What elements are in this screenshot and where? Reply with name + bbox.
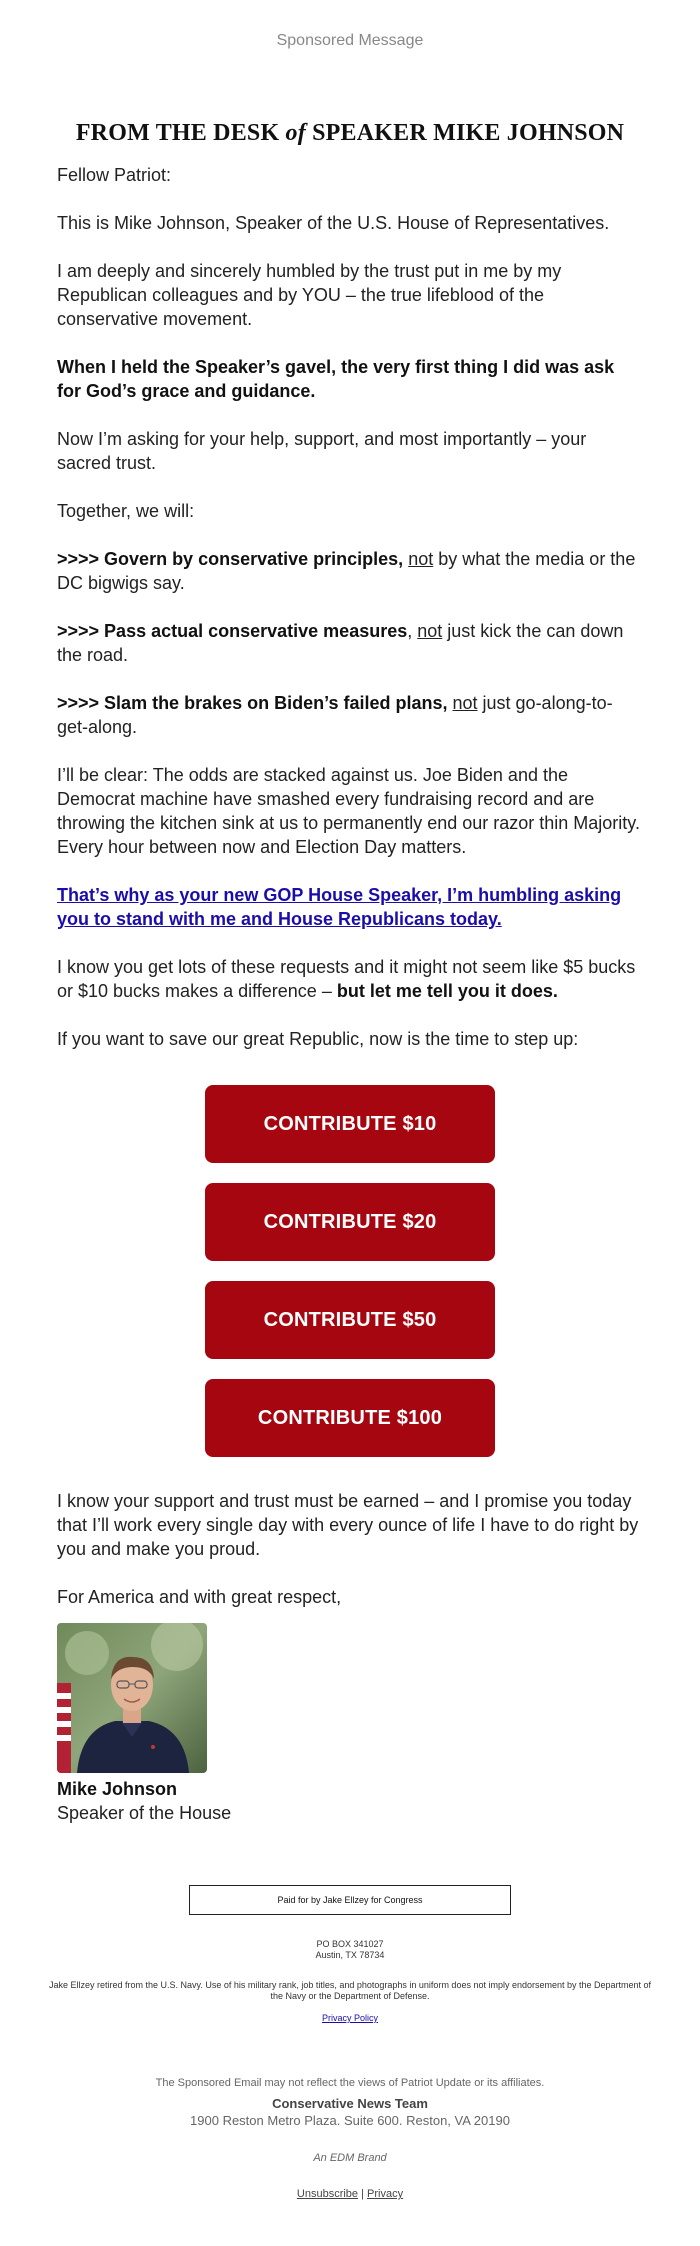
bullet-slam-rest: just go-along-to-get-along. [57, 693, 613, 737]
gavel-paragraph: When I held the Speaker’s gavel, the very first thing I did was ask for God’s grace and guidance. [57, 357, 615, 401]
bullet-govern-rest: by what the media or the DC bigwigs say. [57, 549, 636, 593]
footer-note: The Sponsored Email may not reflect the views of Patriot Update or its affiliates. [155, 2077, 545, 2089]
signature-photo [57, 1623, 207, 1773]
bullet-not: not [408, 549, 434, 569]
signature-name: Mike Johnson [57, 1779, 178, 1799]
together-line: Together, we will: [57, 501, 195, 521]
footer-team: Conservative News Team [272, 2096, 428, 2111]
military-disclaimer: Jake Ellzey retired from the U.S. Navy. Use of his military rank, job titles, and photographs in uniform does not imply endorsement by the Department of the Navy or the Department of Defense. [48, 1980, 652, 2001]
bullet-not: not [417, 621, 443, 641]
contribute-20-button[interactable]: CONTRIBUTE $20 [205, 1183, 495, 1261]
desk-part2: SPEAKER MIKE JOHNSON [305, 120, 625, 146]
po-box: PO BOX 341027 [316, 1939, 384, 1949]
letter-body [0, 163, 700, 1825]
cta-link[interactable]: That’s why as your new GOP House Speaker, I’m humbling asking you to stand with me and House Republicans today. [57, 885, 622, 929]
bullet-govern [57, 547, 643, 595]
city-line: Austin, TX 78734 [315, 1950, 385, 1960]
unsubscribe-link[interactable]: Unsubscribe [296, 2188, 359, 2200]
humbled-paragraph: I am deeply and sincerely humbled by the trust put in me by my Republican colleagues and by YOU – the true lifeblood of the conservative movement. [57, 261, 562, 329]
bullet-pass-bold: >>>> Pass actual conservative measures [57, 621, 408, 641]
desk-part1: FROM THE DESK [75, 120, 286, 146]
bullet-not: not [452, 693, 478, 713]
privacy-policy-link[interactable]: Privacy Policy [321, 2013, 378, 2023]
step-up-paragraph: If you want to save our great Republic, now is the time to step up: [57, 1029, 579, 1049]
letter-heading [0, 120, 700, 147]
desk-of: of [285, 120, 306, 146]
footer-privacy-link[interactable]: Privacy [367, 2188, 404, 2200]
earned-paragraph: I know your support and trust must be earned – and I promise you today that I’ll work every single day with every ounce of life I have to do right by you and make you proud. [57, 1491, 639, 1559]
requests-bold: but let me tell you it does. [336, 981, 558, 1001]
footer-brand: An EDM Brand [313, 2152, 387, 2164]
bullet-slam [57, 691, 643, 739]
footer-links [0, 2188, 700, 2200]
asking-paragraph: Now I’m asking for your help, support, and most importantly – your sacred trust. [57, 429, 587, 473]
footer [0, 2077, 700, 2200]
footer-separator: | [358, 2188, 368, 2200]
bullet-slam-bold: >>>> Slam the brakes on Biden’s failed plans, [57, 693, 448, 713]
portrait-image [57, 1623, 207, 1773]
bullet-pass-rest: just kick the can down the road. [57, 621, 624, 665]
greeting: Fellow Patriot: [57, 165, 172, 185]
closing-line: For America and with great respect, [57, 1587, 342, 1607]
odds-paragraph: I’ll be clear: The odds are stacked against us. Joe Biden and the Democrat machine have smashed every fundraising record and are throwing the kitchen sink at us to permanently end our razor thin Majority. Every hour between now and Election Day matters. [57, 765, 640, 857]
contribute-buttons [57, 1085, 643, 1457]
contribute-10-button[interactable]: CONTRIBUTE $10 [205, 1085, 495, 1163]
bullet-govern-bold: >>>> Govern by conservative principles, [57, 549, 404, 569]
bullet-pass [57, 619, 643, 667]
footer-address: 1900 Reston Metro Plaza. Suite 600. Reston, VA 20190 [190, 2113, 510, 2128]
signature-title: Speaker of the House [57, 1803, 232, 1823]
mailing-address [0, 1939, 700, 1961]
paid-for-box: Paid for by Jake Ellzey for Congress [189, 1885, 511, 1915]
contribute-100-button[interactable]: CONTRIBUTE $100 [205, 1379, 495, 1457]
requests-paragraph [57, 955, 643, 1003]
requests-text: I know you get lots of these requests and it might not seem like $5 bucks or $10 bucks makes a difference – [57, 957, 636, 1001]
contribute-50-button[interactable]: CONTRIBUTE $50 [205, 1281, 495, 1359]
intro-paragraph: This is Mike Johnson, Speaker of the U.S. House of Representatives. [57, 213, 610, 233]
sponsored-label: Sponsored Message [276, 32, 424, 49]
bullet-sep: , [407, 621, 418, 641]
